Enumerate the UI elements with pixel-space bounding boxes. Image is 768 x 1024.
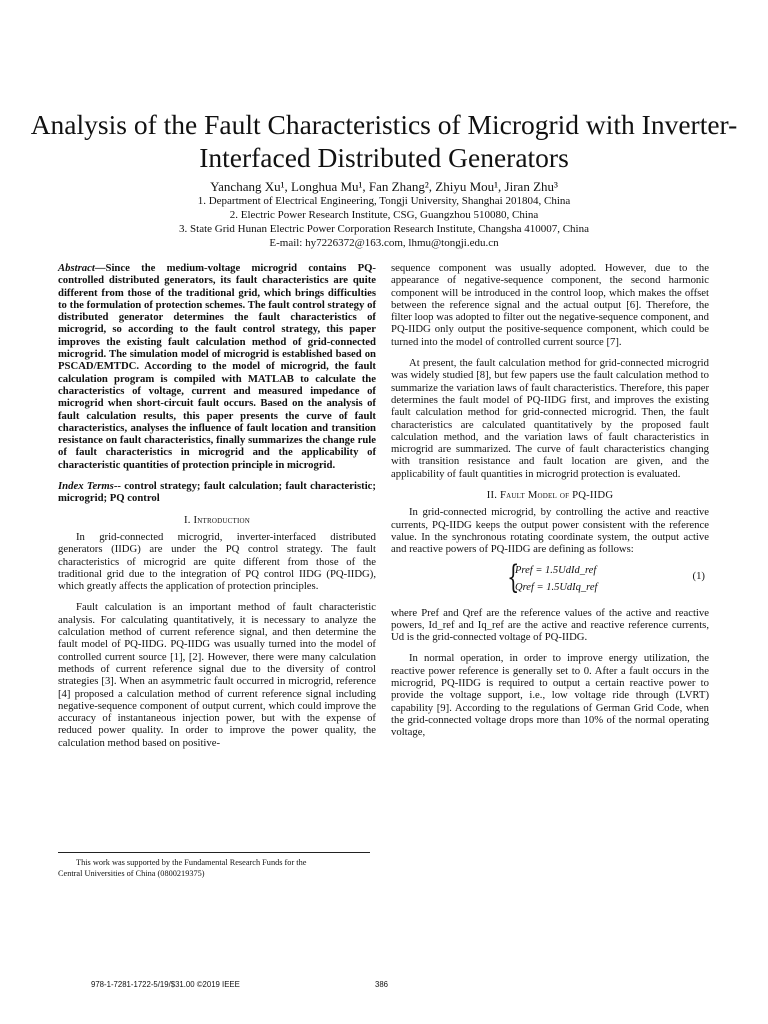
paragraph-intro-1: In grid-connected microgrid, inverter-interfaced distributed generators (IIDG) are under the PQ control strategy. The fault characteristics of microgrid are quite different from those of the traditional grid due to the integration of PQ control IIDG (PQ-IIDG), which greatly affects the application of protection principles. [58,530,376,593]
paragraph-intro-2: Fault calculation is an important method of fault characteristic analysis. For calculating quantitatively, it is necessary to analyze the calculation method of current reference signal, and then determine the fault model of PQ-IIDG. PQ-IIDG was usually turned into the model of controlled current source [1], [2]. However, there were many calculation methods of current reference signal due to the diversity of control strategies [3]. When an asymmetric fault occurred in microgrid, reference [4] proposed a calculation method of current reference signal including negative-sequence component of output current, which could improve the accuracy of instantaneous injection power, but with the expense of reduced power quality. In order to improve the power quality, the calculation method based on positive- [58,601,376,749]
equation-number: (1) [692,569,705,582]
abstract-text: —Since the medium-voltage microgrid contains PQ-controlled distributed generators, its fault characteristics are quite different from those of the traditional grid, which brings difficulties to the formulation of protection schemes. The fault control strategy of distributed generator determines the fault characteristics of microgrid, so according to the fault control strategy, this paper improves the existing fault calculation method of grid-connected microgrid. The simulation model of microgrid is established based on PSCAD/EMTDC. According to the model of microgrid, the fault calculation program is compiled with MATLAB to calculate the characteristics of voltage, current and measured impedance of microgrid when short-circuit fault occurs. Based on the analysis of fault calculation results, this paper presents the curve of fault characteristics, analyses the influence of fault location and transition resistance on fault characteristics, finally summarizes the change rule of fault characteristics in microgrid and the applicability of characteristic quantities of protection principle in microgrid. [58,262,376,471]
paragraph-fault-model: In grid-connected microgrid, by controlling the active and reactive currents, PQ-IIDG keeps the output power consistent with the reference value. In the synchronous rotating coordinate system, the output active and reactive powers of PQ-IIDG are defining as follows: [391,506,709,556]
index-terms-text: -- control strategy; fault calculation; fault characteristic; microgrid; PQ control [58,480,376,505]
author-list: Yanchang Xu¹, Longhua Mu¹, Fan Zhang², Zhiyu Mou¹, Jiran Zhu³ [210,179,558,194]
section-heading-fault-model: II. Fault Model of PQ-IIDG [486,489,614,502]
right-column [391,262,709,739]
footnote-rule [58,852,370,853]
paragraph-present: At present, the fault calculation method for grid-connected microgrid was widely studied [8], but few papers use the fault calculation method to summarize the variation laws of fault characteristics. Therefore, this paper determines the fault model of PQ-IIDG first, and improves the existing fault calculation method for grid-connected microgrid. Then, the fault characteristics are calculated quantitatively by the proposed fault calculation method, and the variation laws of fault characteristics in microgrid are summarized. The curve of fault characteristics changing with transition resistance and fault location are given, and the applicability of fault quantities in microgrid protection is evaluated. [391,357,709,480]
footnote-line-1: This work was supported by the Fundamental Research Funds for the [76,858,307,867]
abstract-label: Abstract [58,262,95,274]
affiliation-3: 3. State Grid Hunan Electric Power Corporation Research Institute, Changsha 410007, China [179,223,589,235]
affiliation-1: 1. Department of Electrical Engineering, Tongji University, Shanghai 201804, China [197,195,571,207]
index-terms [58,480,376,505]
footnote-line-2: Central Universities of China (0800219375) [58,869,205,878]
paragraph-where: where Pref and Qref are the reference values of the active and reactive powers, Id_ref and Iq_ref are the active and reactive reference currents, Ud is the grid-connected voltage of PQ-IIDG. [391,606,709,644]
isbn-copyright: 978-1-7281-1722-5/19/$31.00 ©2019 IEEE [91,980,240,989]
affiliation-2: 2. Electric Power Research Institute, CSG, Guangzhou 510080, China [229,209,539,221]
abstract [58,262,376,471]
equation-1 [391,559,709,601]
page-number: 386 [375,980,389,989]
paragraph-continued: sequence component was usually adopted. However, due to the appearance of negative-sequence component, the second harmonic component will be introduced in the control loop, which makes the offset between the reference signal and the actual output [6]. Therefore, the filter loop was adopted to filter out the negative-sequence component, and PQ-IIDG only output the positive-sequence component, which could be turned into the model of controlled current source [7]. [391,262,709,348]
index-terms-label: Index Terms [58,480,114,493]
left-column [58,262,376,749]
contact-email: E-mail: hy7226372@163.com, lhmu@tongji.edu.cn [269,237,499,249]
equation-brace: { [507,557,520,596]
equation-line-1: Pref = 1.5UdId_ref [515,564,597,576]
affiliations [30,194,738,250]
section-heading-introduction: I. Introduction [183,513,250,526]
paragraph-normal-operation: In normal operation, in order to improve energy utilization, the reactive power reference is generally set to 0. After a fault occurs in the microgrid, PQ-IIDG is required to output a certain reactive power to provide the voltage support, i.e., low voltage ride through (LVRT) capability [9]. According to the regulations of German Grid Code, when the grid-connected voltage drops more than 10% of the normal operating voltage, [391,652,709,739]
paper-title: Analysis of the Fault Characteristics of Microgrid with Inverter-Interfaced Distributed Generators [30,109,738,173]
funding-footnote [58,857,376,879]
equation-line-2: Qref = 1.5UdIq_ref [515,581,598,593]
